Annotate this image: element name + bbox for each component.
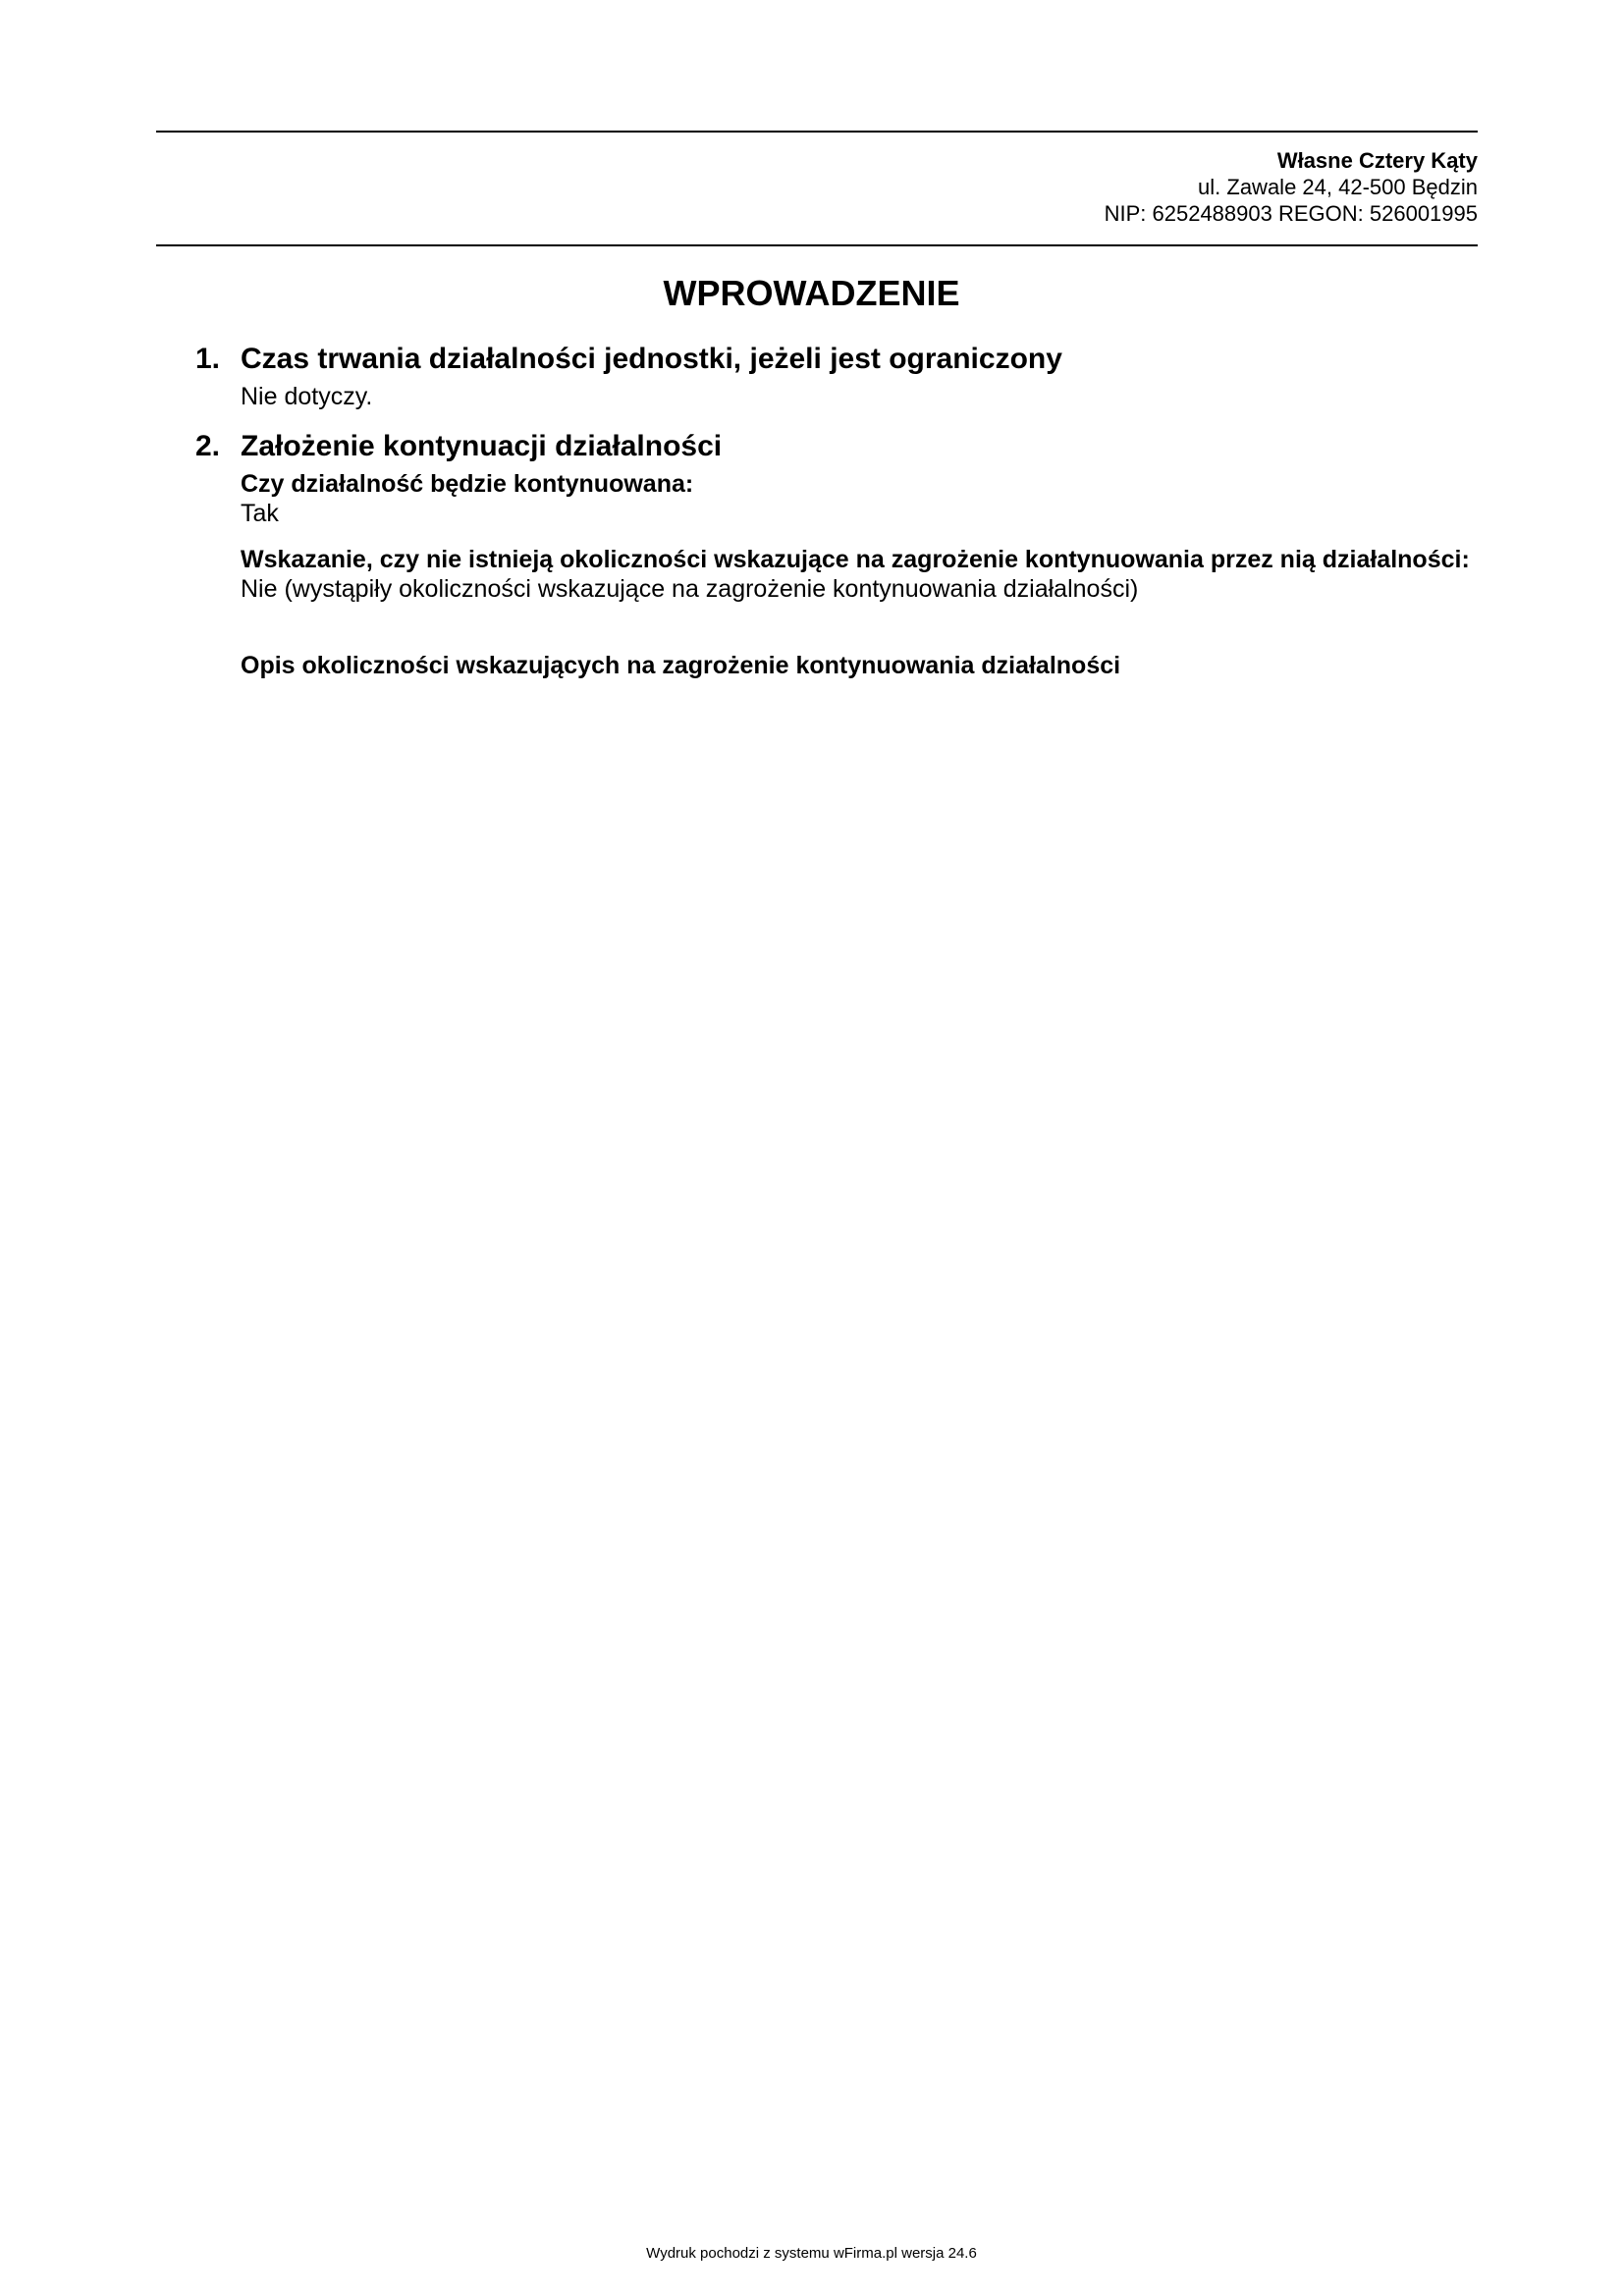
threat-indication-label: Wskazanie, czy nie istnieją okoliczności wskazujące na zagrożenie kontynuowania przez nią działalności: xyxy=(241,546,1470,573)
section-1-answer: Nie dotyczy. xyxy=(241,383,373,410)
section-2-item-3 xyxy=(241,651,1478,680)
print-footer: Wydruk pochodzi z systemu wFirma.pl wersja 24.6 xyxy=(646,2245,977,2262)
header-top-rule xyxy=(156,131,1478,133)
company-name: Własne Cztery Kąty xyxy=(1276,148,1478,173)
section-2-item-2 xyxy=(241,545,1478,604)
continuation-question-label: Czy działalność będzie kontynuowana: xyxy=(241,470,694,498)
company-address: ul. Zawale 24, 42-500 Będzin xyxy=(1198,175,1478,199)
company-header xyxy=(1105,147,1478,227)
section-2-heading: Założenie kontynuacji działalności xyxy=(241,430,723,462)
section-2-number: 2. xyxy=(195,430,221,462)
threat-indication-answer: Nie (wystąpiły okoliczności wskazujące na zagrożenie kontynuowania działalności) xyxy=(241,575,1139,603)
section-1-number: 1. xyxy=(195,343,221,375)
document-title: WPROWADZENIE xyxy=(663,273,960,313)
threat-description-label: Opis okoliczności wskazujących na zagrożenie kontynuowania działalności xyxy=(241,652,1121,679)
company-ids: NIP: 6252488903 REGON: 526001995 xyxy=(1104,201,1478,226)
header-bottom-rule xyxy=(156,244,1478,246)
section-2-item-1 xyxy=(241,469,1478,528)
section-1-body xyxy=(241,382,1478,411)
continuation-question-answer: Tak xyxy=(241,500,279,527)
section-1-heading: Czas trwania działalności jednostki, jeżeli jest ograniczony xyxy=(241,343,1062,375)
